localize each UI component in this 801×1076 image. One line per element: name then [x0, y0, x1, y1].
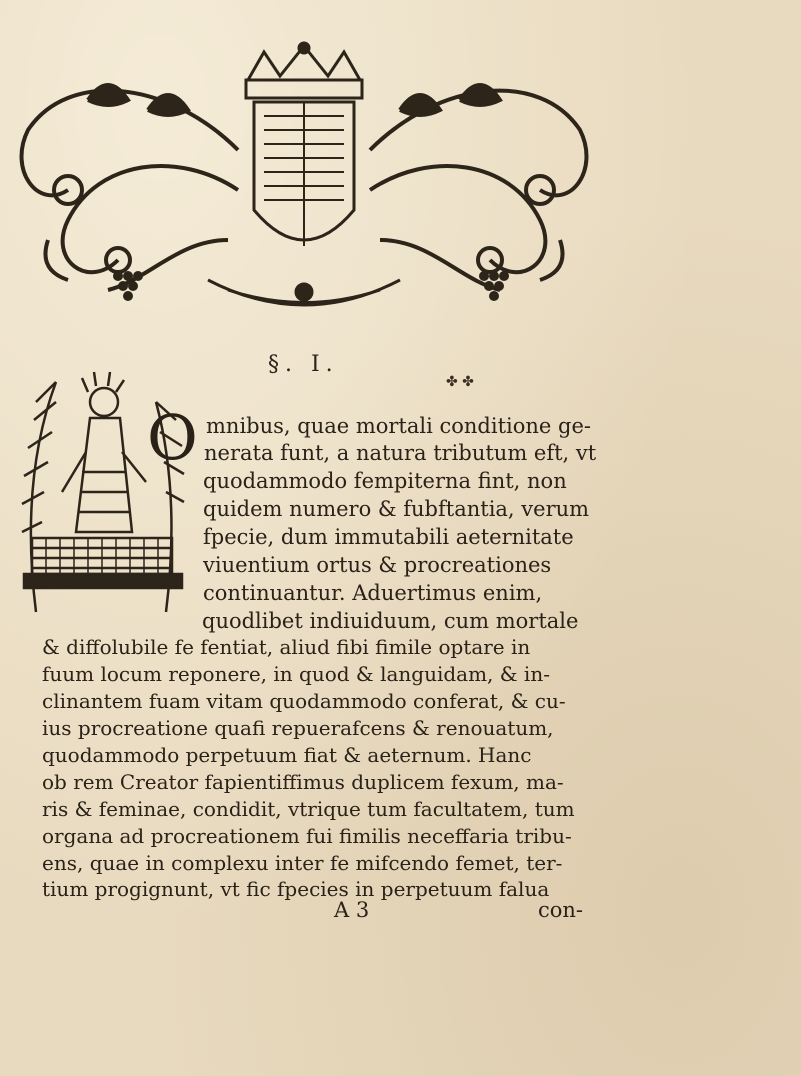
- signature-mark: A 3: [334, 898, 370, 922]
- bottom-garland: [208, 280, 400, 305]
- section-heading: §. I.: [268, 352, 339, 377]
- text-line: tium progignunt, vt fic fpecies in perpetuum falua: [42, 877, 550, 901]
- text-line: ris & feminae, condidit, vtrique tum facultatem, tum: [42, 797, 575, 821]
- crown-icon: [246, 43, 362, 98]
- text-line: ius procreatione quafi repuerafcens & renouatum,: [42, 716, 554, 740]
- text-line: & diffolubile fe fentiat, aliud fibi fimile optare in: [42, 635, 531, 659]
- fleuron-ornament: ✤ ✤: [446, 374, 474, 390]
- text-line: quodammodo perpetuum fiat & aeternum. Hanc: [42, 743, 532, 767]
- text-line: ob rem Creator fapientiffimus duplicem fexum, ma-: [42, 770, 564, 794]
- text-line: quidem numero & fubftantia, verum: [203, 497, 590, 521]
- catchword: con-: [538, 898, 584, 922]
- text-line: fpecie, dum immutabili aeternitate: [203, 525, 574, 549]
- foliage-right: [370, 85, 586, 290]
- drop-cap: O: [147, 401, 198, 474]
- text-line: viuentium ortus & procreationes: [203, 553, 552, 577]
- text-line: continuantur. Aduertimus enim,: [203, 581, 543, 605]
- coat-of-arms-shield: [254, 102, 354, 246]
- foliage-left: [22, 85, 238, 290]
- text-line: quodammodo fempiterna fint, non: [203, 469, 567, 493]
- text-line: fuum locum reponere, in quod & languidam, & in-: [42, 662, 550, 686]
- text-line: ens, quae in complexu inter fe mifcendo femet, ter-: [42, 851, 563, 875]
- text-line: nerata funt, a natura tributum eft, vt: [204, 441, 597, 465]
- text-line: mnibus, quae mortali conditione ge-: [206, 414, 591, 438]
- text-line: quodlibet indiuiduum, cum mortale: [202, 609, 579, 633]
- text-line: clinantem fuam vitam quodammodo conferat, & cu-: [42, 689, 566, 713]
- text-line: organa ad procreationem fui fimilis neceffaria tribu-: [42, 824, 572, 848]
- headpiece-ornament: [8, 40, 600, 308]
